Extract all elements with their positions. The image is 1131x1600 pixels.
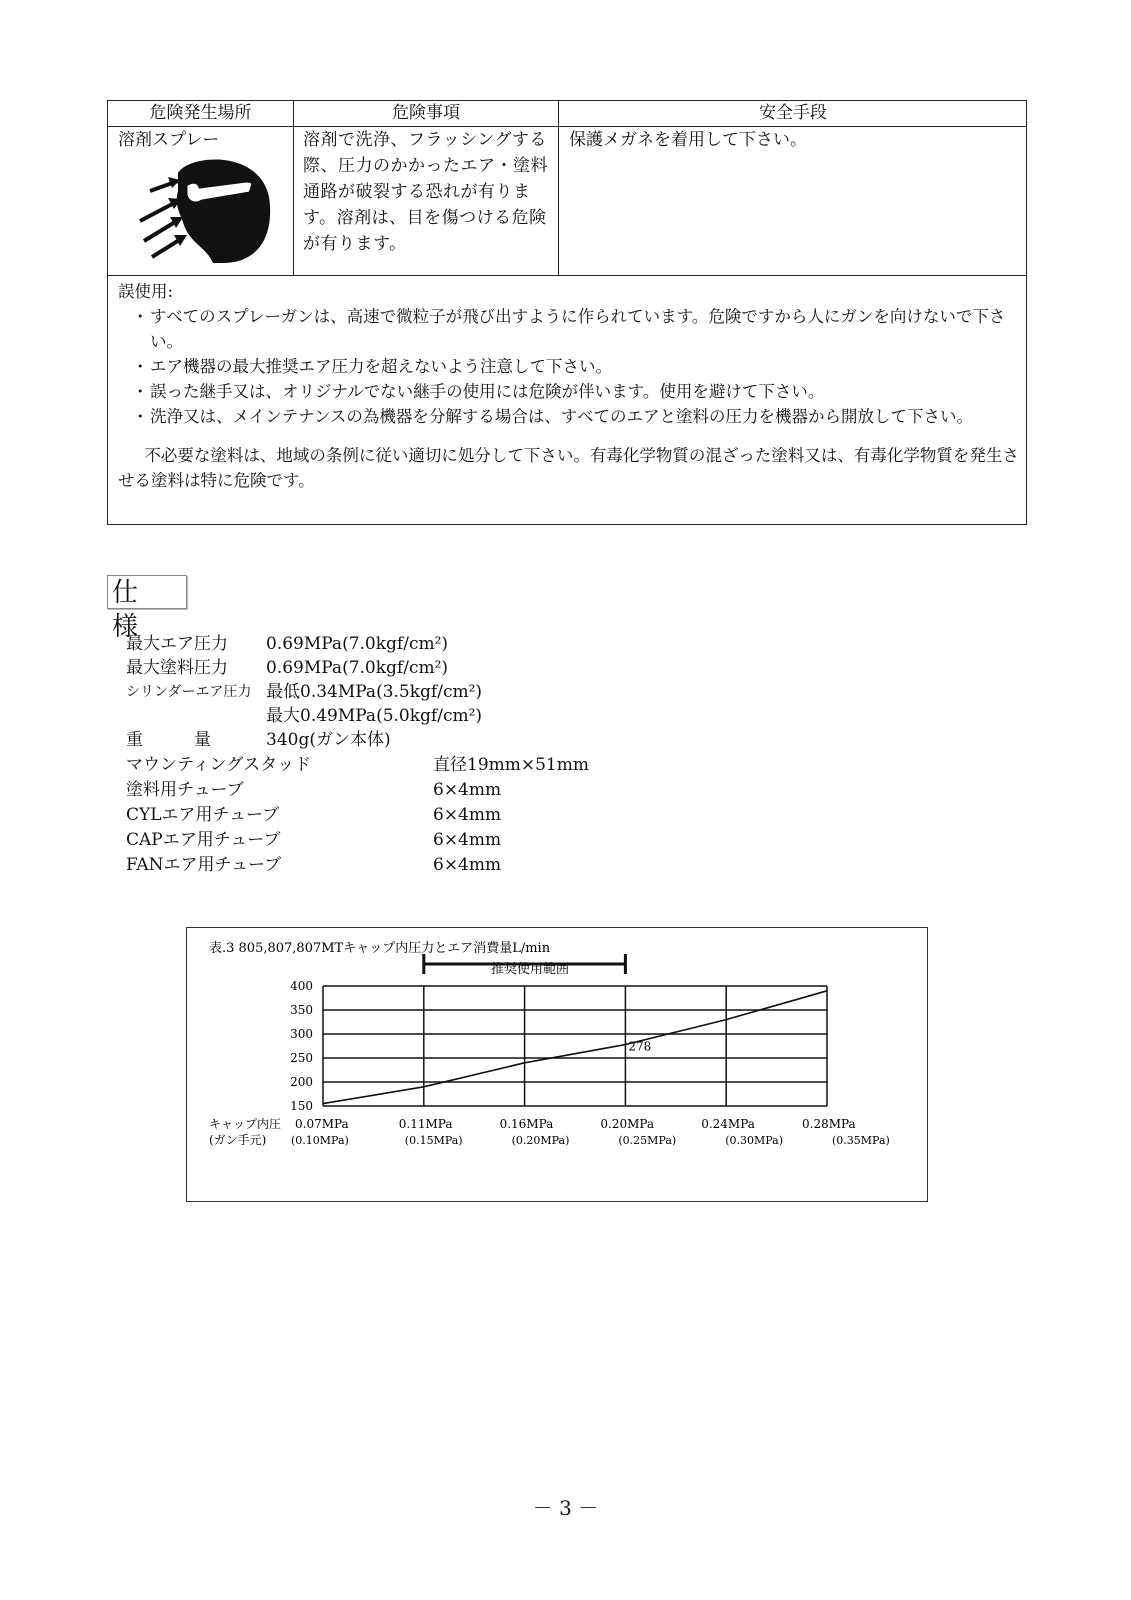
hazard-cell: 溶剤で洗浄、フラッシングする際、圧力のかかったエア・塗料通路が破裂する恐れが有ります。溶剤は、目を傷つける危険が有ります。 <box>303 130 548 254</box>
y-tick-label: 300 <box>290 1027 313 1041</box>
spec-value: 0.69MPa(7.0kgf/cm²) <box>266 658 449 678</box>
chart-grid <box>323 986 827 1106</box>
table-divider <box>558 101 559 276</box>
x-axis-ticks <box>209 1116 890 1147</box>
misuse-section <box>118 279 1020 493</box>
goggles-face-icon <box>128 151 278 266</box>
chart-series <box>323 991 827 1104</box>
x-axis-label-primary: キャップ内圧 <box>209 1117 282 1131</box>
x-tick-label: 0.24MPa <box>701 1117 755 1131</box>
series-line <box>323 991 827 1104</box>
header-safety: 安全手段 <box>759 103 827 123</box>
x-tick-label-secondary: (0.20MPa) <box>511 1134 570 1147</box>
spec-label: FANエア用チューブ <box>126 855 282 875</box>
misuse-item: ・ 誤った継手又は、オリジナルでない継手の使用には危険が伴います。使用を避けて下さい。 <box>140 379 1020 404</box>
spec-label: 重 量 <box>126 730 211 750</box>
place-cell: 溶剤スプレー <box>118 130 220 150</box>
y-tick-label: 200 <box>290 1075 313 1089</box>
y-tick-label: 250 <box>290 1051 313 1065</box>
misuse-item: ・ すべてのスプレーガンは、高速で微粒子が飛び出すように作られています。危険ですから人にガンを向けないで下さい。 <box>140 304 1020 354</box>
spec-label: マウンティングスタッド <box>126 755 312 775</box>
header-place: 危険発生場所 <box>149 103 252 123</box>
spec-label: 最大塗料圧力 <box>126 658 228 678</box>
safety-cell: 保護メガネを着用して下さい。 <box>569 130 807 150</box>
y-tick-label: 400 <box>290 979 313 993</box>
spec-value: 直径19mm×51mm <box>433 755 589 775</box>
annotation-label: 278 <box>628 1039 652 1054</box>
x-tick-label-secondary: (0.35MPa) <box>832 1134 890 1147</box>
x-tick-label: 0.07MPa <box>295 1117 349 1131</box>
spec-value: 0.69MPa(7.0kgf/cm²) <box>266 634 449 654</box>
y-tick-label: 350 <box>290 1003 313 1017</box>
table-divider <box>108 275 1026 276</box>
misuse-item: ・ 洗浄又は、メインテナンスの為機器を分解する場合は、すべてのエアと塗料の圧力を機器から開放して下さい。 <box>140 404 1020 429</box>
x-tick-label: 0.28MPa <box>802 1117 856 1131</box>
spec-value: 340g(ガン本体) <box>266 730 391 750</box>
misuse-item: ・ エア機器の最大推奨エア圧力を超えないよう注意して下さい。 <box>140 354 1020 379</box>
spec-label: 塗料用チューブ <box>126 780 244 800</box>
spec-title: 仕 様 <box>107 575 187 609</box>
misuse-title: 誤使用: <box>118 282 174 301</box>
air-consumption-chart <box>187 928 927 1201</box>
spec-value: 6×4mm <box>433 855 502 875</box>
x-tick-label-secondary: (0.30MPa) <box>725 1134 784 1147</box>
spec-label: CAPエア用チューブ <box>126 830 281 850</box>
chart-frame <box>186 927 928 1202</box>
recommended-range-label: 推奨使用範囲 <box>490 962 570 977</box>
y-axis-ticks <box>290 979 313 1113</box>
spec-value: 6×4mm <box>433 780 502 800</box>
page-number: － 3 － <box>532 1496 599 1520</box>
x-tick-label: 0.16MPa <box>499 1117 554 1131</box>
x-tick-label-secondary: (0.10MPa) <box>291 1134 349 1147</box>
spec-value: 最低0.34MPa(3.5kgf/cm²) <box>266 682 483 702</box>
spec-value: 最大0.49MPa(5.0kgf/cm²) <box>266 706 483 726</box>
spec-label: 最大エア圧力 <box>126 634 228 654</box>
spec-value: 6×4mm <box>433 830 502 850</box>
hazard-table <box>107 100 1027 525</box>
x-tick-label: 0.11MPa <box>398 1117 453 1131</box>
spec-value: 6×4mm <box>433 805 502 825</box>
x-tick-label-secondary: (0.25MPa) <box>618 1134 677 1147</box>
x-tick-label: 0.20MPa <box>600 1117 655 1131</box>
x-tick-label-secondary: (0.15MPa) <box>404 1134 463 1147</box>
y-tick-label: 150 <box>290 1099 313 1113</box>
chart-title: 表.3 805,807,807MTキャップ内圧力とエア消費量L/min <box>209 941 551 956</box>
table-divider <box>293 101 294 276</box>
x-axis-label-secondary: (ガン手元) <box>209 1133 267 1147</box>
spec-label: CYLエア用チューブ <box>126 805 280 825</box>
header-hazard: 危険事項 <box>392 103 460 123</box>
spec-label: シリンダーエア圧力 <box>126 684 252 700</box>
disposal-note: 不必要な塗料は、地域の条例に従い適切に処分して下さい。有毒化学物質の混ざった塗料又は、有毒化学物質を発生させる塗料は特に危険です。 <box>118 446 1019 490</box>
